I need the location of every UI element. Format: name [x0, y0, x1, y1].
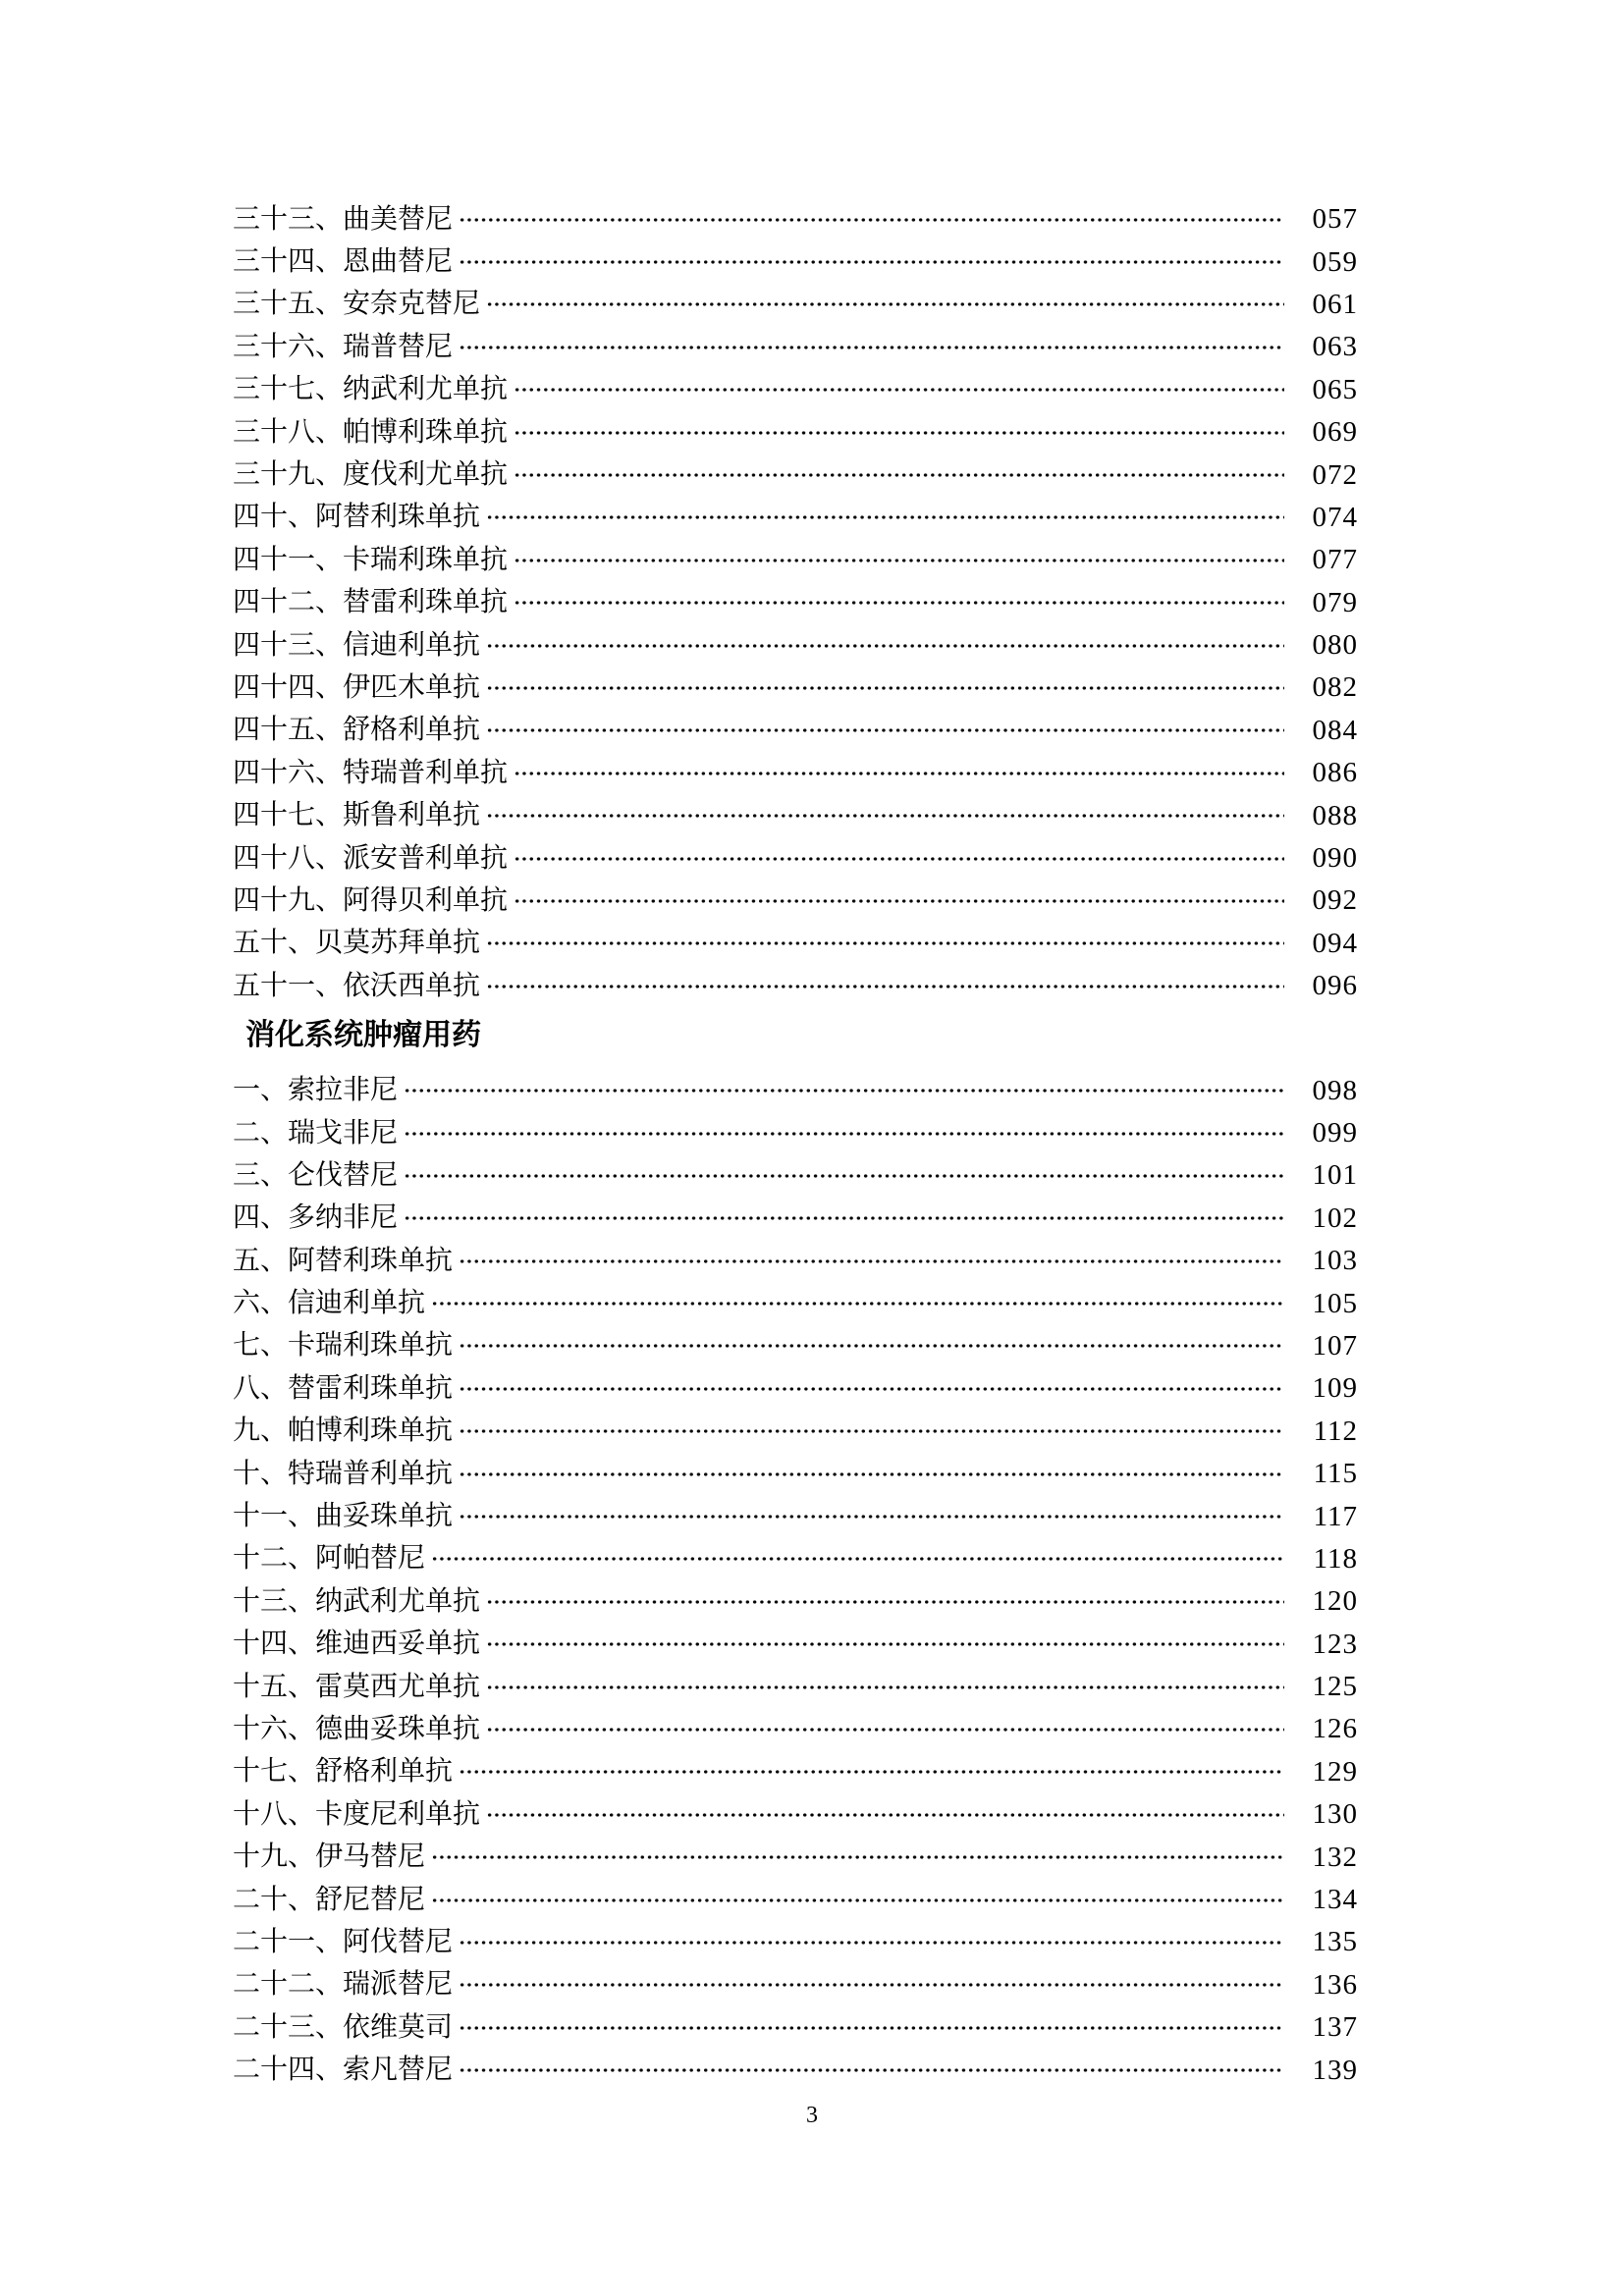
toc-entry-page: 118 — [1313, 1542, 1358, 1575]
toc-entry-label: 二十三、依维莫司 — [233, 2011, 454, 2043]
toc-entry-row[interactable] — [233, 880, 1358, 922]
toc-entry-page: 130 — [1312, 1798, 1358, 1831]
toc-entry-label: 三十五、安奈克替尼 — [233, 289, 481, 320]
toc-entry-label: 五、阿替利珠单抗 — [233, 1245, 454, 1276]
toc-entry-page: 072 — [1312, 458, 1358, 491]
toc-entry-page: 061 — [1312, 288, 1358, 320]
toc-entry-page: 129 — [1312, 1755, 1358, 1788]
dot-leader-icon — [458, 1325, 1284, 1367]
dot-leader-icon — [485, 1793, 1284, 1836]
dot-leader-icon — [458, 1240, 1284, 1282]
toc-entry-page: 105 — [1312, 1287, 1358, 1319]
toc-entry-page: 134 — [1312, 1884, 1358, 1916]
toc-entry-row[interactable] — [233, 1453, 1358, 1495]
toc-entry-row[interactable] — [233, 539, 1358, 581]
toc-entry-row[interactable] — [233, 965, 1358, 1007]
dot-leader-icon — [430, 1879, 1284, 1921]
toc-entry-label: 十六、德曲妥珠单抗 — [233, 1713, 481, 1744]
toc-entry-label: 三、仑伐替尼 — [233, 1159, 399, 1191]
dot-leader-icon — [458, 326, 1284, 368]
dot-leader-icon — [485, 667, 1284, 709]
dot-leader-icon — [513, 411, 1284, 454]
dot-leader-icon — [485, 1580, 1284, 1623]
toc-entry-row[interactable] — [233, 497, 1358, 539]
toc-entry-label: 十八、卡度尼利单抗 — [233, 1798, 481, 1830]
dot-leader-icon — [403, 1069, 1284, 1111]
toc-entry-row[interactable] — [233, 454, 1358, 496]
dot-leader-icon — [485, 284, 1284, 326]
dot-leader-icon — [458, 1411, 1284, 1453]
toc-entry-page: 059 — [1312, 245, 1358, 278]
toc-entry-label: 四、多纳非尼 — [233, 1202, 399, 1234]
dot-leader-icon — [485, 1666, 1284, 1708]
dot-leader-icon — [485, 1708, 1284, 1750]
dot-leader-icon — [485, 965, 1284, 1007]
toc-entry-page: 096 — [1312, 970, 1358, 1002]
toc-entry-row[interactable] — [233, 326, 1358, 368]
toc-entry-label: 四十四、伊匹木单抗 — [233, 671, 481, 703]
toc-entry-page: 094 — [1312, 927, 1358, 959]
toc-entry-row[interactable] — [233, 1112, 1358, 1154]
toc-entry-label: 二十一、阿伐替尼 — [233, 1926, 454, 1957]
toc-entry-row[interactable] — [233, 1793, 1358, 1836]
toc-entry-row[interactable] — [233, 1879, 1358, 1921]
toc-entry-page: 137 — [1312, 2011, 1358, 2044]
toc-entry-label: 三十六、瑞普替尼 — [233, 331, 454, 362]
toc-entry-label: 四十二、替雷利珠单抗 — [233, 587, 509, 618]
dot-leader-icon — [513, 752, 1284, 794]
footer-page-number: 3 — [806, 2103, 818, 2128]
toc-entry-row[interactable] — [233, 1708, 1358, 1750]
dot-leader-icon — [430, 1538, 1284, 1580]
toc-entry-page: 123 — [1312, 1628, 1358, 1660]
toc-entry-label: 十四、维迪西妥单抗 — [233, 1629, 481, 1660]
toc-entry-page: 126 — [1312, 1713, 1358, 1745]
toc-entry-page: 107 — [1312, 1329, 1358, 1362]
toc-entry-page: 090 — [1312, 842, 1358, 875]
dot-leader-icon — [485, 497, 1284, 539]
toc-entry-label: 二十四、索凡替尼 — [233, 2055, 454, 2086]
dot-leader-icon — [485, 794, 1284, 836]
toc-entry-label: 十三、纳武利尤单抗 — [233, 1585, 481, 1617]
toc-entry-page: 132 — [1312, 1841, 1358, 1873]
dot-leader-icon — [430, 1282, 1284, 1324]
dot-leader-icon — [458, 2006, 1284, 2049]
toc-entry-label: 十七、舒格利单抗 — [233, 1756, 454, 1788]
dot-leader-icon — [513, 837, 1284, 880]
dot-leader-icon — [458, 198, 1284, 240]
toc-entry-row[interactable] — [233, 1538, 1358, 1580]
toc-entry-page: 117 — [1313, 1500, 1358, 1532]
toc-entry-page: 080 — [1312, 629, 1358, 662]
dot-leader-icon — [485, 624, 1284, 667]
dot-leader-icon — [403, 1198, 1284, 1240]
dot-leader-icon — [513, 582, 1284, 624]
dot-leader-icon — [403, 1154, 1284, 1197]
toc-entry-label: 七、卡瑞利珠单抗 — [233, 1330, 454, 1362]
toc-entry-row[interactable] — [233, 284, 1358, 326]
toc-entry-label: 四十八、派安普利单抗 — [233, 842, 509, 874]
toc-entry-label: 四十一、卡瑞利珠单抗 — [233, 544, 509, 575]
toc-entry-label: 十二、阿帕替尼 — [233, 1543, 426, 1575]
toc-entry-row[interactable] — [233, 624, 1358, 667]
toc-entry-page: 092 — [1312, 884, 1358, 917]
dot-leader-icon — [458, 240, 1284, 283]
toc-entry-page: 101 — [1312, 1159, 1358, 1192]
dot-leader-icon — [458, 1964, 1284, 2006]
toc-entry-label: 十一、曲妥珠单抗 — [233, 1501, 454, 1532]
toc-entry-row[interactable] — [233, 1964, 1358, 2006]
toc-entry-page: 057 — [1312, 203, 1358, 236]
toc-entry-label: 六、信迪利单抗 — [233, 1288, 426, 1319]
dot-leader-icon — [430, 1836, 1284, 1878]
dot-leader-icon — [513, 880, 1284, 922]
toc-entry-row[interactable] — [233, 1580, 1358, 1623]
toc-entry-label: 二十二、瑞派替尼 — [233, 1969, 454, 2001]
dot-leader-icon — [513, 369, 1284, 411]
dot-leader-icon — [513, 539, 1284, 581]
toc-entry-row[interactable] — [233, 2049, 1358, 2091]
toc-entry-row[interactable] — [233, 1282, 1358, 1324]
toc-entry-row[interactable] — [233, 710, 1358, 752]
toc-entry-label: 四十九、阿得贝利单抗 — [233, 884, 509, 916]
dot-leader-icon — [485, 923, 1284, 965]
toc-entry-label: 四十六、特瑞普利单抗 — [233, 757, 509, 788]
dot-leader-icon — [458, 2049, 1284, 2091]
dot-leader-icon — [458, 1367, 1284, 1410]
toc-entry-page: 084 — [1312, 714, 1358, 746]
toc-entry-page: 069 — [1312, 416, 1358, 449]
toc-entry-label: 四十五、舒格利单抗 — [233, 715, 481, 746]
toc-entry-page: 139 — [1312, 2054, 1358, 2086]
toc-entry-label: 三十八、帕博利珠单抗 — [233, 416, 509, 448]
toc-entry-page: 103 — [1312, 1245, 1358, 1277]
toc-entry-page: 099 — [1312, 1117, 1358, 1148]
toc-entry-row[interactable] — [233, 1240, 1358, 1282]
page-footer — [0, 2101, 1624, 2130]
toc-entry-row[interactable] — [233, 1495, 1358, 1537]
toc-entry-label: 五十、贝莫苏拜单抗 — [233, 928, 481, 959]
toc-entry-label: 三十四、恩曲替尼 — [233, 246, 454, 278]
toc-entry-page: 086 — [1312, 757, 1358, 789]
toc-entry-page: 109 — [1312, 1372, 1358, 1405]
dot-leader-icon — [458, 1453, 1284, 1495]
dot-leader-icon — [513, 454, 1284, 496]
toc-entry-page: 088 — [1312, 799, 1358, 831]
toc-entry-row[interactable] — [233, 1921, 1358, 1963]
toc-entry-row[interactable] — [233, 1411, 1358, 1453]
toc-entry-page: 112 — [1313, 1415, 1358, 1447]
toc-entry-page: 074 — [1312, 501, 1358, 533]
dot-leader-icon — [458, 1751, 1284, 1793]
dot-leader-icon — [458, 1495, 1284, 1537]
toc-entry-row[interactable] — [233, 923, 1358, 965]
toc-entry-row[interactable] — [233, 1325, 1358, 1367]
toc-entry-row[interactable] — [233, 1751, 1358, 1793]
toc — [233, 198, 1358, 2092]
toc-entry-row[interactable] — [233, 1836, 1358, 1878]
toc-entry-row[interactable] — [233, 2006, 1358, 2049]
toc-entry-page: 115 — [1313, 1458, 1358, 1490]
toc-entry-label: 四十三、信迪利单抗 — [233, 629, 481, 661]
toc-entry-label: 十五、雷莫西尤单抗 — [233, 1671, 481, 1702]
toc-entry-row[interactable] — [233, 752, 1358, 794]
toc-entry-page: 065 — [1312, 373, 1358, 405]
toc-entry-page: 098 — [1312, 1074, 1358, 1106]
toc-entry-page: 136 — [1312, 1968, 1358, 2001]
toc-entry-label: 三十九、度伐利尤单抗 — [233, 459, 509, 491]
toc-entry-page: 125 — [1312, 1671, 1358, 1703]
toc-entry-row[interactable] — [233, 667, 1358, 709]
toc-entry-row[interactable] — [233, 1666, 1358, 1708]
toc-entry-label: 五十一、依沃西单抗 — [233, 970, 481, 1001]
toc-entry-label: 四十七、斯鲁利单抗 — [233, 800, 481, 831]
toc-entry-label: 十、特瑞普利单抗 — [233, 1458, 454, 1489]
toc-entry-row[interactable] — [233, 1069, 1358, 1111]
toc-entry-row[interactable] — [233, 837, 1358, 880]
toc-entry-row[interactable] — [233, 1624, 1358, 1666]
toc-entry-row[interactable] — [233, 1367, 1358, 1410]
toc-entry-page: 082 — [1312, 671, 1358, 704]
dot-leader-icon — [485, 1624, 1284, 1666]
toc-entry-label: 三十三、曲美替尼 — [233, 203, 454, 235]
toc-entry-label: 一、索拉非尼 — [233, 1075, 399, 1106]
toc-entry-row[interactable] — [233, 794, 1358, 836]
toc-entry-page: 120 — [1312, 1585, 1358, 1618]
toc-entry-row[interactable] — [233, 369, 1358, 411]
toc-entry-label: 十九、伊马替尼 — [233, 1842, 426, 1873]
toc-entry-label: 三十七、纳武利尤单抗 — [233, 374, 509, 405]
toc-entry-row[interactable] — [233, 411, 1358, 454]
dot-leader-icon — [403, 1112, 1284, 1154]
toc-entry-label: 二十、舒尼替尼 — [233, 1884, 426, 1915]
section-header: 消化系统肿瘤用药 — [245, 1019, 481, 1052]
toc-entry-label: 四十、阿替利珠单抗 — [233, 502, 481, 533]
toc-entry-page: 079 — [1312, 586, 1358, 618]
dot-leader-icon — [485, 710, 1284, 752]
toc-entry-row[interactable] — [233, 1154, 1358, 1197]
toc-entry-row[interactable] — [233, 198, 1358, 240]
toc-entry-row[interactable] — [233, 1198, 1358, 1240]
dot-leader-icon — [458, 1921, 1284, 1963]
toc-entry-page: 135 — [1312, 1926, 1358, 1958]
toc-entry-row[interactable] — [233, 582, 1358, 624]
toc-entry-page: 063 — [1312, 331, 1358, 363]
toc-entry-page: 077 — [1312, 544, 1358, 576]
toc-entry-label: 二、瑞戈非尼 — [233, 1117, 399, 1148]
toc-entry-row[interactable] — [233, 240, 1358, 283]
toc-entry-page: 102 — [1312, 1201, 1358, 1234]
toc-entry-label: 九、帕博利珠单抗 — [233, 1415, 454, 1447]
toc-entry-label: 八、替雷利珠单抗 — [233, 1372, 454, 1404]
